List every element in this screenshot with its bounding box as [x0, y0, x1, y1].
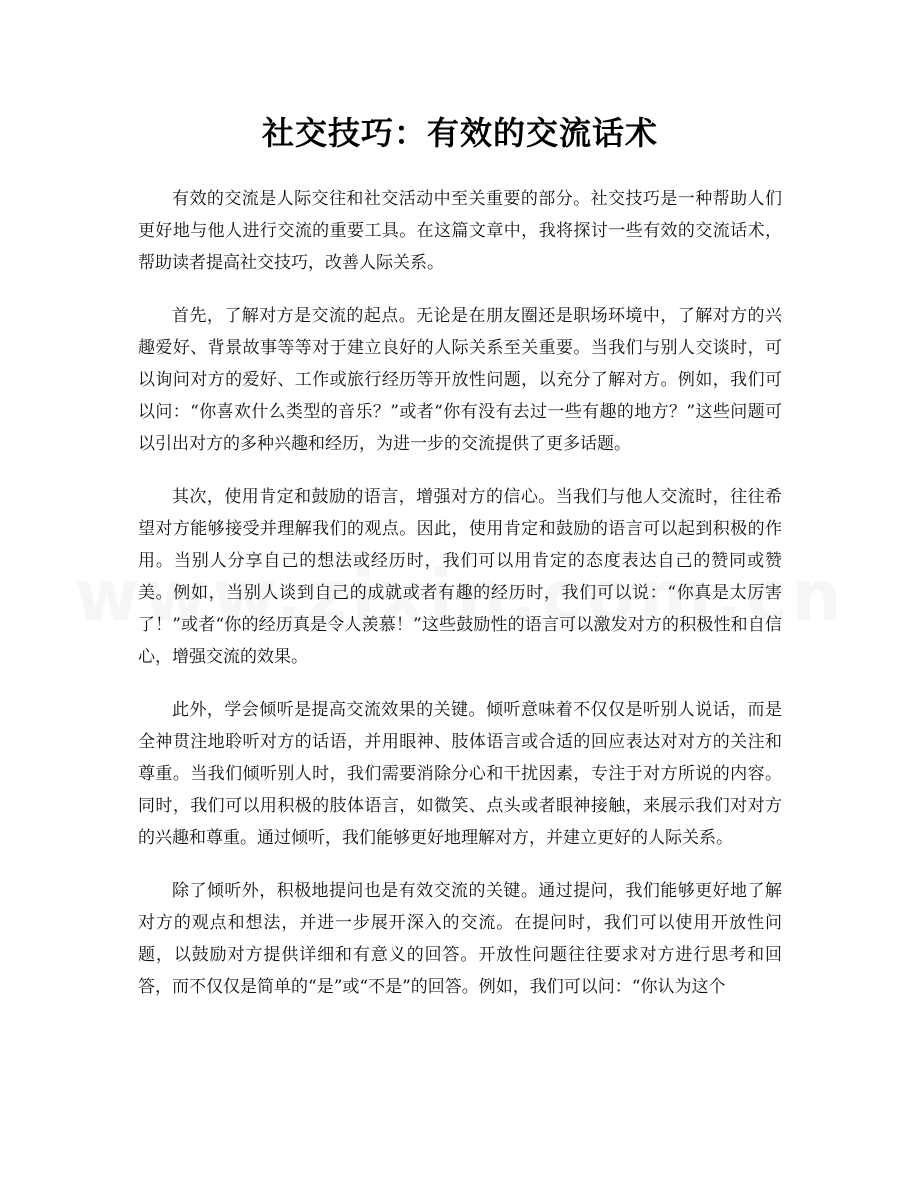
paragraph-intro: 有效的交流是人际交往和社交活动中至关重要的部分。社交技巧是一种帮助人们更好地与他人进行交流的重要工具。在这篇文章中，我将探讨一些有效的交流话术，帮助读者提高社交技巧，改善人际关系。: [138, 189, 782, 273]
paragraph-listening: 此外，学会倾听是提高交流效果的关键。倾听意味着不仅仅是听别人说话，而是全神贯注地聆听对方的话语，并用眼神、肢体语言或合适的回应表达对对方的关注和尊重。当我们倾听别人时，我们需要消除分心和干扰因素，专注于对方所说的内容。同时，我们可以用积极的肢体语言，如微笑、点头或者眼神接触，来展示我们对对方的兴趣和尊重。通过倾听，我们能够更好地理解对方，并建立更好的人际关系。: [138, 700, 782, 848]
paragraph-positive-language: 其次，使用肯定和鼓励的语言，增强对方的信心。当我们与他人交流时，往往希望对方能够接受并理解我们的观点。因此，使用肯定和鼓励的语言可以起到积极的作用。当别人分享自己的想法或经历时，我们可以用肯定的态度表达自己的赞同或赞美。例如，当别人谈到自己的成就或者有趣的经历时，我们可以说：“你真是太厉害了！”或者“你的经历真是令人羡慕！”这些鼓励性的语言可以激发对方的积极性和自信心，增强交流的效果。: [138, 487, 782, 667]
document-title: 社交技巧：有效的交流话术: [261, 114, 658, 152]
paragraph-understand-other: 首先，了解对方是交流的起点。无论是在朋友圈还是职场环境中，了解对方的兴趣爱好、背景故事等等对于建立良好的人际关系至关重要。当我们与别人交谈时，可以询问对方的爱好、工作或旅行经历等开放性问题，以充分了解对方。例如，我们可以问：“你喜欢什么类型的音乐？”或者“你有没有去过一些有趣的地方？”这些问题可以引出对方的多种兴趣和经历，为进一步的交流提供了更多话题。: [138, 306, 782, 454]
paragraph-asking-questions: 除了倾听外，积极地提问也是有效交流的关键。通过提问，我们能够更好地了解对方的观点和想法，并进一步展开深入的交流。在提问时，我们可以使用开放性问题，以鼓励对方提供详细和有意义的回答。开放性问题往往要求对方进行思考和回答，而不仅仅是简单的“是”或“不是”的回答。例如，我们可以问：“你认为这个: [138, 881, 782, 997]
document-body: [138, 183, 782, 1024]
